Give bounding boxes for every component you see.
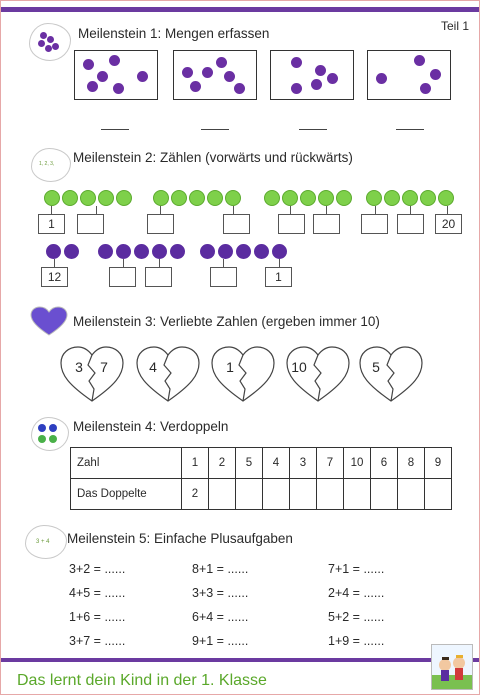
ms5-icon: 3 + 4 — [25, 525, 67, 559]
equation: 1+6 = ...... — [69, 610, 126, 624]
kids-logo-icon — [431, 644, 473, 690]
heart-icon — [29, 306, 69, 336]
equation: 3+7 = ...... — [69, 634, 126, 648]
count-box[interactable] — [210, 267, 237, 287]
part-label: Teil 1 — [440, 19, 469, 33]
doubling-table — [70, 447, 452, 510]
equation: 9+1 = ...... — [192, 634, 249, 648]
answer-line[interactable] — [396, 129, 424, 130]
count-box-last: 1 — [265, 267, 292, 287]
ms1-icon — [29, 23, 71, 61]
ms2-title: Meilenstein 2: Zählen (vorwärts und rückwärts) — [73, 150, 353, 165]
table-row: Zahl 1 2 5 4 3 7 10 6 8 9 — [71, 448, 452, 479]
equation: 7+1 = ...... — [328, 562, 385, 576]
equation: 3+2 = ...... — [69, 562, 126, 576]
ms5-title: Meilenstein 5: Einfache Plusaufgaben — [67, 531, 293, 546]
count-box[interactable] — [109, 267, 136, 287]
equation: 5+2 = ...... — [328, 610, 385, 624]
worksheet-page: Teil 1 Meilenstein 1: Mengen erfassen 1, 2, 3, Meilenstein 2: Zählen (vorwärts und rückwärts) 1 20 12 1 Meilenstein 3: Verliebte Zahlen (ergeben immer 10) 3 7 4 1 10 5 Meilenstein 4: Verdoppeln Zahl 1 2 5 4 3 7 10 6 8 9 Das Doppelte 2 3 + 4 Meilenstein 5: Einfache Plusaufgaben 3+2 = ...... 4+5 = ...... 1+6 = ...... 3+7 = ...... 8+1 = ...... 3+3 = ...... 6+4 = ...... 9+1 = ...... 7+1 = ...... 2+4 = ...... 5+2 = ...... 1+9 = ...... Das lernt dein Kind in der 1. Klasse — [0, 0, 480, 695]
equation: 8+1 = ...... — [192, 562, 249, 576]
footer-title: Das lernt dein Kind in der 1. Klasse — [17, 672, 267, 689]
ms1-title: Meilenstein 1: Mengen erfassen — [78, 26, 270, 41]
answer-line[interactable] — [201, 129, 229, 130]
ms3-title: Meilenstein 3: Verliebte Zahlen (ergeben immer 10) — [73, 314, 380, 329]
table-row: Das Doppelte 2 — [71, 479, 452, 510]
ms4-icon — [31, 417, 69, 451]
quantity-box — [367, 50, 451, 100]
quantity-box — [74, 50, 158, 100]
count-box[interactable] — [397, 214, 424, 234]
top-bar — [1, 7, 479, 12]
equation: 1+9 = ...... — [328, 634, 385, 648]
count-box[interactable] — [77, 214, 104, 234]
equation: 4+5 = ...... — [69, 586, 126, 600]
count-box[interactable] — [145, 267, 172, 287]
answer-line[interactable] — [299, 129, 327, 130]
count-box-first: 1 — [38, 214, 65, 234]
quantity-box — [270, 50, 354, 100]
count-box-last: 20 — [435, 214, 462, 234]
ms2-icon: 1, 2, 3, — [31, 148, 71, 182]
equation: 3+3 = ...... — [192, 586, 249, 600]
count-box-first: 12 — [41, 267, 68, 287]
quantity-box — [173, 50, 257, 100]
equation: 2+4 = ...... — [328, 586, 385, 600]
count-box[interactable] — [223, 214, 250, 234]
answer-line[interactable] — [101, 129, 129, 130]
equation: 6+4 = ...... — [192, 610, 249, 624]
count-box[interactable] — [313, 214, 340, 234]
count-box[interactable] — [278, 214, 305, 234]
count-box[interactable] — [361, 214, 388, 234]
bottom-bar — [1, 658, 479, 662]
ms4-title: Meilenstein 4: Verdoppeln — [73, 419, 229, 434]
count-box[interactable] — [147, 214, 174, 234]
